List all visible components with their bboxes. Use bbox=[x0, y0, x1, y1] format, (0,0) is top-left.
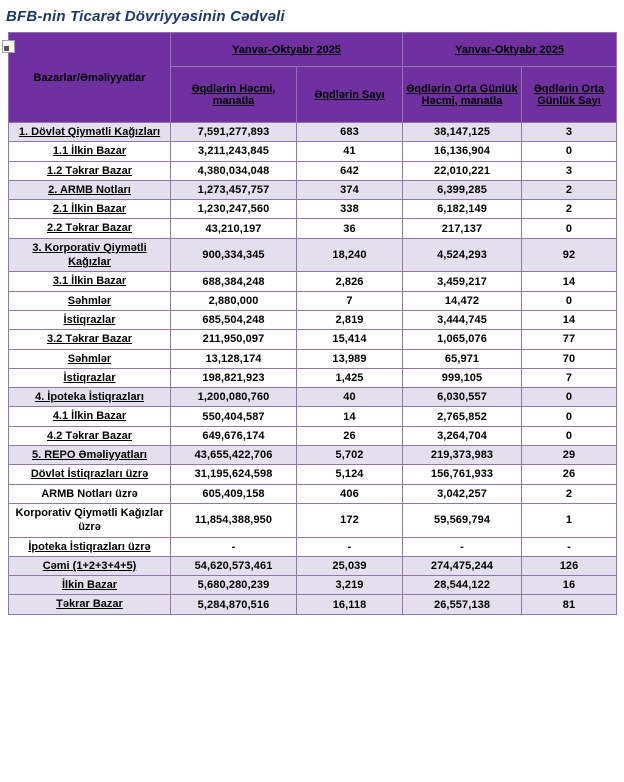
row-label: Səhmlər bbox=[9, 349, 171, 368]
cell-value: 1,230,247,560 bbox=[171, 200, 297, 219]
row-label: 1. Dövlət Qiymətli Kağızları bbox=[9, 123, 171, 142]
cell-value: 274,475,244 bbox=[403, 556, 522, 575]
table-row bbox=[9, 142, 617, 161]
table-row bbox=[9, 161, 617, 180]
cell-value: 605,409,158 bbox=[171, 484, 297, 503]
cell-value: 5,702 bbox=[297, 446, 403, 465]
row-label: Dövlət İstiqrazları üzrə bbox=[9, 465, 171, 484]
row-label: 1.1 İlkin Bazar bbox=[9, 142, 171, 161]
cell-value: 15,414 bbox=[297, 330, 403, 349]
cell-value: 0 bbox=[522, 426, 617, 445]
row-label: Təkrar Bazar bbox=[9, 595, 171, 614]
cell-value: 0 bbox=[522, 388, 617, 407]
cell-value: 31,195,624,598 bbox=[171, 465, 297, 484]
cell-value: 13,128,174 bbox=[171, 349, 297, 368]
cell-value: 16 bbox=[522, 576, 617, 595]
cell-value: 22,010,221 bbox=[403, 161, 522, 180]
row-label: 3. Korporativ Qiymətli Kağızlar bbox=[9, 238, 171, 272]
cell-value: 16,118 bbox=[297, 595, 403, 614]
cell-value: 16,136,904 bbox=[403, 142, 522, 161]
column-header-avg-daily-volume: Əqdlərin Orta Günlük Həcmi, manatla bbox=[403, 67, 522, 123]
cell-value: 4,380,034,048 bbox=[171, 161, 297, 180]
table-row bbox=[9, 484, 617, 503]
table-row bbox=[9, 388, 617, 407]
table-row bbox=[9, 537, 617, 556]
table-row bbox=[9, 446, 617, 465]
cell-value: 999,105 bbox=[403, 368, 522, 387]
cell-value: 77 bbox=[522, 330, 617, 349]
cell-value: - bbox=[403, 537, 522, 556]
row-label: İstiqrazlar bbox=[9, 310, 171, 329]
cell-value: 685,504,248 bbox=[171, 310, 297, 329]
cell-value: 550,404,587 bbox=[171, 407, 297, 426]
table-row bbox=[9, 310, 617, 329]
column-header-avg-daily-count: Əqdlərin Orta Günlük Sayı bbox=[522, 67, 617, 123]
cell-value: 5,680,280,239 bbox=[171, 576, 297, 595]
cell-value: 3 bbox=[522, 161, 617, 180]
table-row bbox=[9, 219, 617, 238]
cell-value: 43,655,422,706 bbox=[171, 446, 297, 465]
table-row bbox=[9, 556, 617, 575]
row-label: Cəmi (1+2+3+4+5) bbox=[9, 556, 171, 575]
row-label: Korporativ Qiymətli Kağızlar üzrə bbox=[9, 503, 171, 537]
row-label: 4.1 İlkin Bazar bbox=[9, 407, 171, 426]
table-row bbox=[9, 595, 617, 614]
group-header-period-1-label: Yanvar-Oktyabr 2025 bbox=[232, 43, 341, 56]
row-label: 5. REPO Əməliyyatları bbox=[9, 446, 171, 465]
cell-value: 3 bbox=[522, 123, 617, 142]
cell-value: 0 bbox=[522, 142, 617, 161]
cell-value: 1 bbox=[522, 503, 617, 537]
header-group-row bbox=[9, 33, 617, 67]
cell-value: 900,334,345 bbox=[171, 238, 297, 272]
table-row bbox=[9, 576, 617, 595]
cell-value: 3,264,704 bbox=[403, 426, 522, 445]
table-row bbox=[9, 291, 617, 310]
table-row bbox=[9, 180, 617, 199]
cell-value: 688,384,248 bbox=[171, 272, 297, 291]
row-label: 1.2 Təkrar Bazar bbox=[9, 161, 171, 180]
corner-header-markets-operations: Bazarlar/Əməliyyatlar bbox=[9, 33, 171, 123]
cell-value: 683 bbox=[297, 123, 403, 142]
cell-value: 25,039 bbox=[297, 556, 403, 575]
row-label: 3.2 Təkrar Bazar bbox=[9, 330, 171, 349]
page-title: BFB-nin Ticarət Dövriyyəsinin Cədvəli bbox=[6, 8, 285, 25]
cell-value: 156,761,933 bbox=[403, 465, 522, 484]
table-body bbox=[9, 123, 617, 615]
row-label: 3.1 İlkin Bazar bbox=[9, 272, 171, 291]
cell-value: 14,472 bbox=[403, 291, 522, 310]
row-label: 4. İpoteka İstiqrazları bbox=[9, 388, 171, 407]
cell-value: 6,399,285 bbox=[403, 180, 522, 199]
cell-value: 1,200,080,760 bbox=[171, 388, 297, 407]
cell-value: 81 bbox=[522, 595, 617, 614]
cell-value: 3,219 bbox=[297, 576, 403, 595]
cell-value: 2,826 bbox=[297, 272, 403, 291]
table-row bbox=[9, 465, 617, 484]
cell-value: 26 bbox=[297, 426, 403, 445]
cell-value: 41 bbox=[297, 142, 403, 161]
row-label: İlkin Bazar bbox=[9, 576, 171, 595]
cell-value: 649,676,174 bbox=[171, 426, 297, 445]
row-label: Səhmlər bbox=[9, 291, 171, 310]
row-label: İstiqrazlar bbox=[9, 368, 171, 387]
cell-value: 14 bbox=[522, 272, 617, 291]
trading-turnover-table bbox=[8, 32, 617, 615]
cell-value: 219,373,983 bbox=[403, 446, 522, 465]
cell-value: 1,273,457,757 bbox=[171, 180, 297, 199]
cell-value: 198,821,923 bbox=[171, 368, 297, 387]
cell-value: 7,591,277,893 bbox=[171, 123, 297, 142]
cell-value: 3,459,217 bbox=[403, 272, 522, 291]
cell-value: 13,989 bbox=[297, 349, 403, 368]
cell-value: 126 bbox=[522, 556, 617, 575]
document-page bbox=[0, 8, 624, 782]
table-row bbox=[9, 238, 617, 272]
cell-value: 59,569,794 bbox=[403, 503, 522, 537]
cell-value: 2 bbox=[522, 200, 617, 219]
table-move-handle-icon[interactable] bbox=[2, 40, 15, 53]
cell-value: 70 bbox=[522, 349, 617, 368]
cell-value: 217,137 bbox=[403, 219, 522, 238]
cell-value: - bbox=[522, 537, 617, 556]
cell-value: 374 bbox=[297, 180, 403, 199]
table-row bbox=[9, 200, 617, 219]
table-row bbox=[9, 330, 617, 349]
cell-value: 7 bbox=[522, 368, 617, 387]
cell-value: 338 bbox=[297, 200, 403, 219]
cell-value: 2 bbox=[522, 180, 617, 199]
cell-value: 28,544,122 bbox=[403, 576, 522, 595]
group-header-period-2 bbox=[403, 33, 617, 67]
table-row bbox=[9, 503, 617, 537]
cell-value: 0 bbox=[522, 219, 617, 238]
cell-value: 172 bbox=[297, 503, 403, 537]
cell-value: 3,444,745 bbox=[403, 310, 522, 329]
cell-value: 40 bbox=[297, 388, 403, 407]
cell-value: 0 bbox=[522, 407, 617, 426]
cell-value: 2,765,852 bbox=[403, 407, 522, 426]
cell-value: 0 bbox=[522, 291, 617, 310]
cell-value: 3,042,257 bbox=[403, 484, 522, 503]
cell-value: 1,425 bbox=[297, 368, 403, 387]
cell-value: 642 bbox=[297, 161, 403, 180]
table-row bbox=[9, 272, 617, 291]
cell-value: 36 bbox=[297, 219, 403, 238]
table-row bbox=[9, 349, 617, 368]
table-row bbox=[9, 368, 617, 387]
table-row bbox=[9, 426, 617, 445]
cell-value: 29 bbox=[522, 446, 617, 465]
column-header-deal-count: Əqdlərin Sayı bbox=[297, 67, 403, 123]
cell-value: 26 bbox=[522, 465, 617, 484]
cell-value: 11,854,388,950 bbox=[171, 503, 297, 537]
cell-value: - bbox=[297, 537, 403, 556]
cell-value: 2,819 bbox=[297, 310, 403, 329]
row-label: 2.1 İlkin Bazar bbox=[9, 200, 171, 219]
cell-value: 7 bbox=[297, 291, 403, 310]
cell-value: 5,284,870,516 bbox=[171, 595, 297, 614]
cell-value: 14 bbox=[297, 407, 403, 426]
group-header-period-2-label: Yanvar-Oktyabr 2025 bbox=[455, 43, 564, 56]
row-label: 4.2 Təkrar Bazar bbox=[9, 426, 171, 445]
cell-value: 6,030,557 bbox=[403, 388, 522, 407]
cell-value: 4,524,293 bbox=[403, 238, 522, 272]
cell-value: 38,147,125 bbox=[403, 123, 522, 142]
table-row bbox=[9, 123, 617, 142]
row-label: 2. ARMB Notları bbox=[9, 180, 171, 199]
cell-value: 406 bbox=[297, 484, 403, 503]
cell-value: 18,240 bbox=[297, 238, 403, 272]
cell-value: 1,065,076 bbox=[403, 330, 522, 349]
cell-value: 54,620,573,461 bbox=[171, 556, 297, 575]
cell-value: 2,880,000 bbox=[171, 291, 297, 310]
cell-value: 3,211,243,845 bbox=[171, 142, 297, 161]
cell-value: 26,557,138 bbox=[403, 595, 522, 614]
cell-value: 65,971 bbox=[403, 349, 522, 368]
cell-value: 2 bbox=[522, 484, 617, 503]
cell-value: - bbox=[171, 537, 297, 556]
cell-value: 211,950,097 bbox=[171, 330, 297, 349]
cell-value: 43,210,197 bbox=[171, 219, 297, 238]
table-row bbox=[9, 407, 617, 426]
row-label: 2.2 Təkrar Bazar bbox=[9, 219, 171, 238]
cell-value: 92 bbox=[522, 238, 617, 272]
cell-value: 5,124 bbox=[297, 465, 403, 484]
table-header bbox=[9, 33, 617, 123]
row-label: ARMB Notları üzrə bbox=[9, 484, 171, 503]
column-header-deal-volume: Əqdlərin Həcmi, manatla bbox=[171, 67, 297, 123]
cell-value: 6,182,149 bbox=[403, 200, 522, 219]
cell-value: 14 bbox=[522, 310, 617, 329]
row-label: İpoteka İstiqrazları üzrə bbox=[9, 537, 171, 556]
group-header-period-1 bbox=[171, 33, 403, 67]
